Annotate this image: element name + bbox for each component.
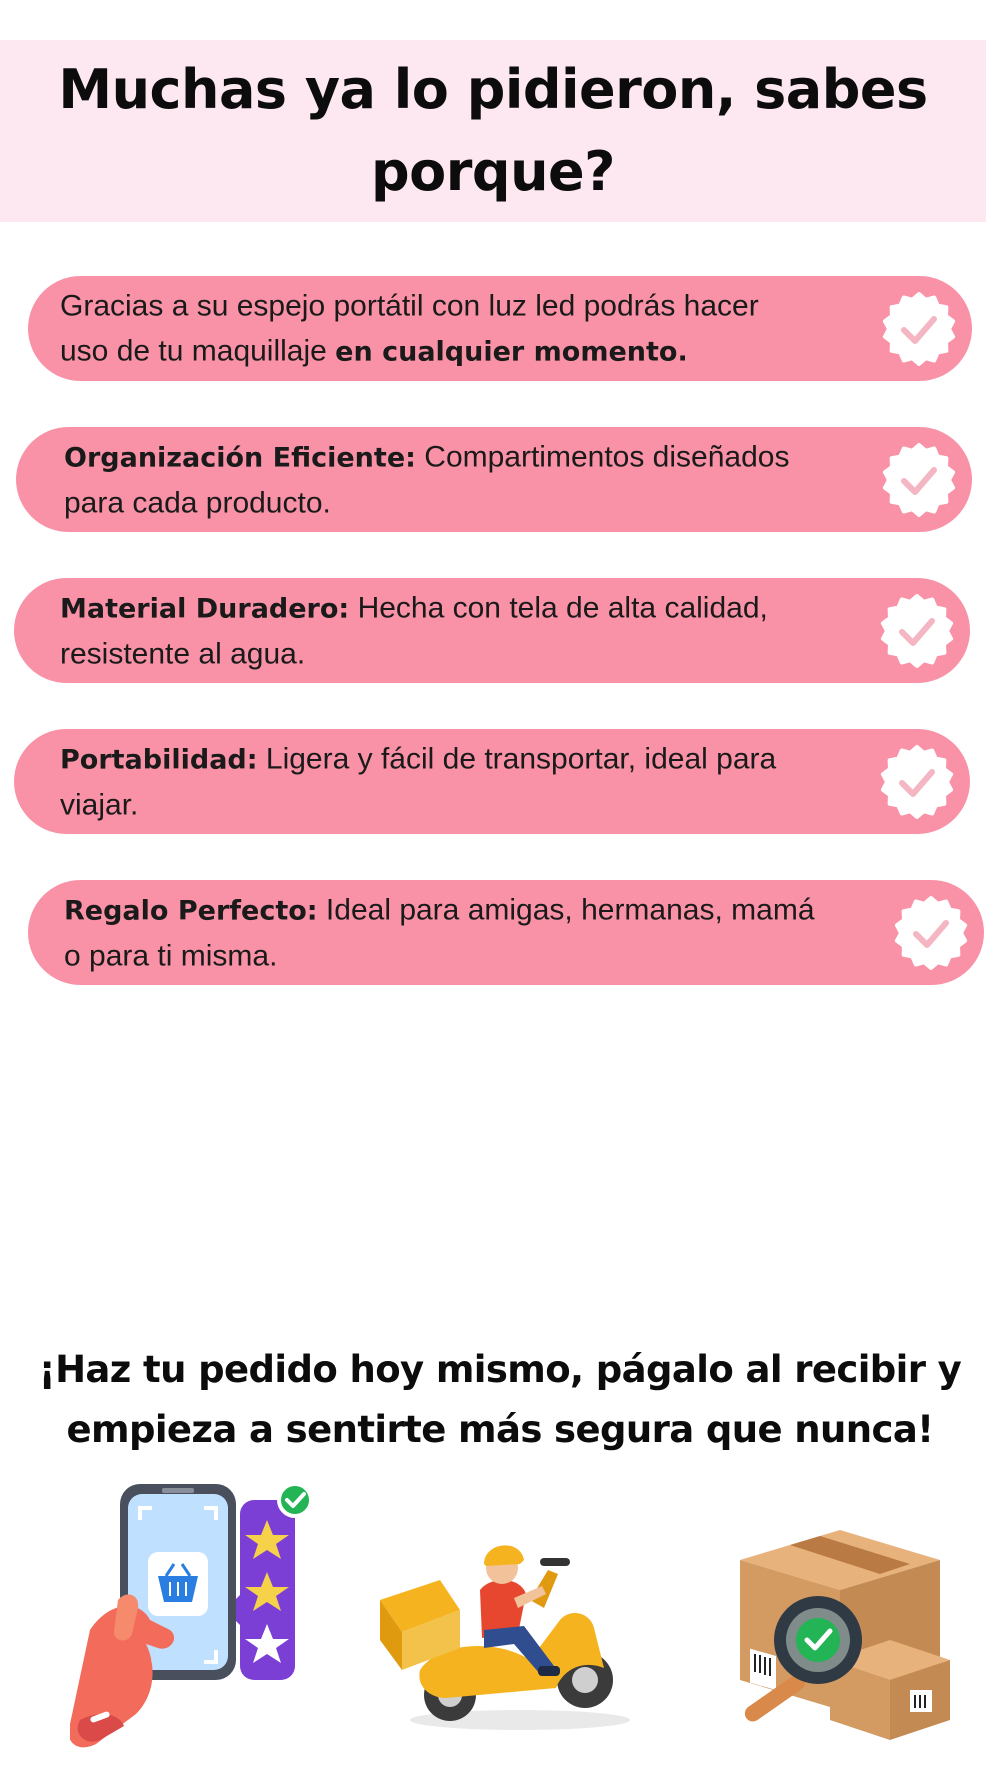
benefit-text-line: resistente al agua. <box>60 637 306 670</box>
cta-line: empieza a sentirte más segura que nunca! <box>66 1408 934 1451</box>
check-badge-icon <box>880 594 954 668</box>
benefit-item-gift <box>28 880 984 985</box>
delivery-scooter-icon <box>380 1480 640 1750</box>
benefit-bold-text: en cualquier momento. <box>335 336 688 367</box>
benefit-text <box>60 283 759 374</box>
benefit-bold-text: Regalo Perfecto: <box>64 895 318 926</box>
benefit-text-line: Compartimentos diseñados <box>415 440 790 473</box>
benefit-bold-text: Organización Eficiente: <box>64 442 416 473</box>
cta-line: ¡Haz tu pedido hoy mismo, págalo al recibir y <box>38 1348 962 1391</box>
header-band <box>0 40 986 222</box>
benefit-item-organization <box>16 427 972 532</box>
benefit-text <box>60 736 776 827</box>
benefit-text-line: viajar. <box>60 788 139 821</box>
benefit-bold-text: Material Duradero: <box>60 593 350 624</box>
benefit-text-line: uso de tu maquillaje <box>60 334 336 367</box>
benefit-item-material <box>14 578 970 683</box>
benefit-text-line: Gracias a su espejo portátil con luz led podrás hacer <box>60 289 759 322</box>
check-badge-icon <box>880 745 954 819</box>
benefit-text-line: Ideal para amigas, hermanas, mamá <box>317 893 815 926</box>
check-badge-icon <box>882 443 956 517</box>
call-to-action <box>20 1340 980 1460</box>
page-title: Muchas ya lo pidieron, sabes porque? <box>58 58 928 203</box>
benefit-text <box>64 887 815 978</box>
benefit-text <box>64 434 789 525</box>
check-badge-icon <box>882 292 956 366</box>
benefit-item-mirror <box>28 276 972 381</box>
benefit-text-line: Hecha con tela de alta calidad, <box>349 591 768 624</box>
check-badge-icon <box>894 896 968 970</box>
benefit-text-line: para cada producto. <box>64 486 331 519</box>
benefit-text-line: Ligera y fácil de transportar, ideal para <box>257 742 777 775</box>
benefit-item-portability <box>14 729 970 834</box>
phone-shopping-icon <box>70 1480 330 1750</box>
benefit-bold-text: Portabilidad: <box>60 744 258 775</box>
benefit-text-line: o para ti misma. <box>64 939 278 972</box>
benefit-text <box>60 585 768 676</box>
package-verified-icon <box>720 1490 960 1750</box>
